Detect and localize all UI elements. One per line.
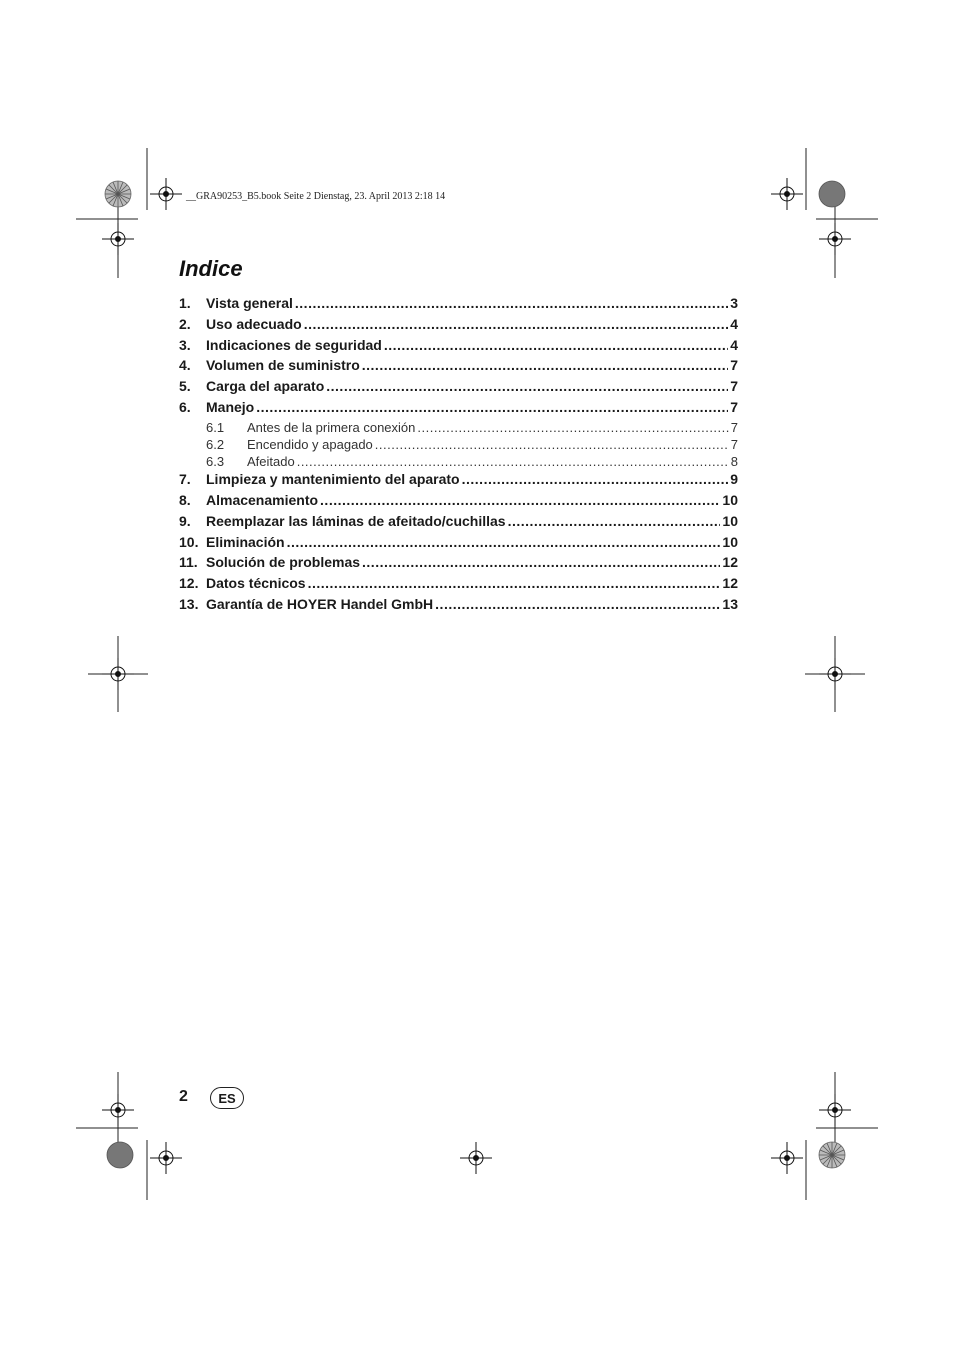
toc-entry-number: 6.2 (206, 436, 225, 452)
language-badge: ES (210, 1087, 244, 1109)
toc-entry-label: Solución de problemas (206, 554, 361, 571)
toc-entry-label: Reemplazar las láminas de afeitado/cuchillas (206, 512, 506, 529)
toc-subentry[interactable] (179, 420, 738, 437)
toc-entry-number: 6.1 (206, 419, 225, 435)
table-of-contents (179, 295, 738, 617)
toc-entry-label: Limpieza y mantenimiento del aparato (206, 471, 460, 488)
toc-entry-page: 7 (730, 419, 738, 435)
print-header-info: __GRA90253_B5.book Seite 2 Dienstag, 23. April 2013 2:18 14 (186, 191, 446, 202)
toc-dot-leader (308, 575, 721, 591)
toc-entry[interactable] (179, 575, 738, 596)
toc-entry-number: 1. (179, 295, 191, 311)
toc-entry[interactable] (179, 596, 738, 617)
toc-entry-number: 12. (179, 575, 199, 592)
toc-entry[interactable] (179, 492, 738, 513)
toc-entry-number: 6. (179, 398, 191, 415)
toc-entry[interactable] (179, 399, 738, 420)
toc-dot-leader (435, 596, 720, 612)
toc-entry[interactable] (179, 534, 738, 555)
toc-dot-leader (304, 316, 729, 332)
toc-entry-number: 2. (179, 315, 191, 332)
toc-dot-leader (375, 437, 729, 452)
page-title: Indice (179, 256, 243, 281)
toc-entry-label: Indicaciones de seguridad (206, 336, 382, 353)
toc-dot-leader (362, 554, 720, 570)
toc-dot-leader (320, 492, 720, 508)
toc-entry-label: Manejo (206, 398, 255, 415)
toc-entry[interactable] (179, 378, 738, 399)
toc-entry-page: 7 (730, 436, 738, 452)
toc-entry-label: Almacenamiento (206, 492, 319, 509)
toc-entry-page: 10 (722, 533, 738, 550)
toc-entry-label: Afeitado (247, 454, 295, 470)
toc-entry-page: 4 (730, 315, 738, 332)
toc-entry-label: Encendido y apagado (247, 436, 373, 452)
toc-entry-page: 7 (730, 398, 738, 415)
toc-dot-leader (462, 471, 729, 487)
toc-dot-leader (295, 295, 728, 311)
toc-entry-page: 3 (730, 295, 738, 311)
toc-entry-page: 9 (730, 471, 738, 488)
toc-entry-number: 3. (179, 336, 191, 353)
toc-entry[interactable] (179, 316, 738, 337)
toc-entry[interactable] (179, 471, 738, 492)
toc-entry-number: 6.3 (206, 454, 225, 470)
toc-entry-page: 10 (722, 512, 738, 529)
toc-entry-label: Garantía de HOYER Handel GmbH (206, 595, 434, 612)
toc-entry-label: Volumen de suministro (206, 357, 360, 374)
toc-entry-number: 8. (179, 492, 191, 509)
toc-entry-label: Vista general (206, 295, 293, 311)
toc-entry-page: 12 (722, 554, 738, 571)
toc-dot-leader (362, 357, 728, 373)
toc-entry[interactable] (179, 513, 738, 534)
toc-entry-label: Datos técnicos (206, 575, 306, 592)
toc-entry[interactable] (179, 357, 738, 378)
toc-entry-page: 7 (730, 378, 738, 394)
toc-dot-leader (508, 513, 721, 529)
toc-dot-leader (297, 454, 729, 469)
toc-entry-number: 13. (179, 595, 199, 612)
toc-dot-leader (384, 337, 728, 353)
toc-entry-number: 4. (179, 357, 191, 374)
toc-entry-page: 13 (722, 595, 738, 612)
toc-dot-leader (417, 420, 728, 435)
toc-entry[interactable] (179, 337, 738, 358)
toc-entry[interactable] (179, 295, 738, 316)
toc-entry-page: 4 (730, 336, 738, 353)
toc-dot-leader (326, 378, 728, 394)
toc-entry-label: Uso adecuado (206, 315, 302, 332)
toc-entry-number: 7. (179, 471, 191, 488)
toc-entry-label: Carga del aparato (206, 378, 325, 394)
toc-entry[interactable] (179, 554, 738, 575)
toc-entry-number: 5. (179, 378, 191, 394)
toc-entry-label: Antes de la primera conexión (247, 419, 416, 435)
toc-entry-page: 7 (730, 357, 738, 374)
toc-entry-page: 12 (722, 575, 738, 592)
toc-dot-leader (287, 534, 721, 550)
toc-dot-leader (256, 399, 728, 415)
toc-entry-page: 8 (730, 454, 738, 470)
toc-entry-label: Eliminación (206, 533, 285, 550)
toc-entry-number: 10. (179, 533, 199, 550)
toc-entry-number: 11. (179, 554, 198, 571)
toc-subentry[interactable] (179, 437, 738, 454)
toc-entry-page: 10 (722, 492, 738, 509)
page-number: 2 (179, 1088, 188, 1105)
toc-entry-number: 9. (179, 512, 191, 529)
toc-subentry[interactable] (179, 454, 738, 471)
